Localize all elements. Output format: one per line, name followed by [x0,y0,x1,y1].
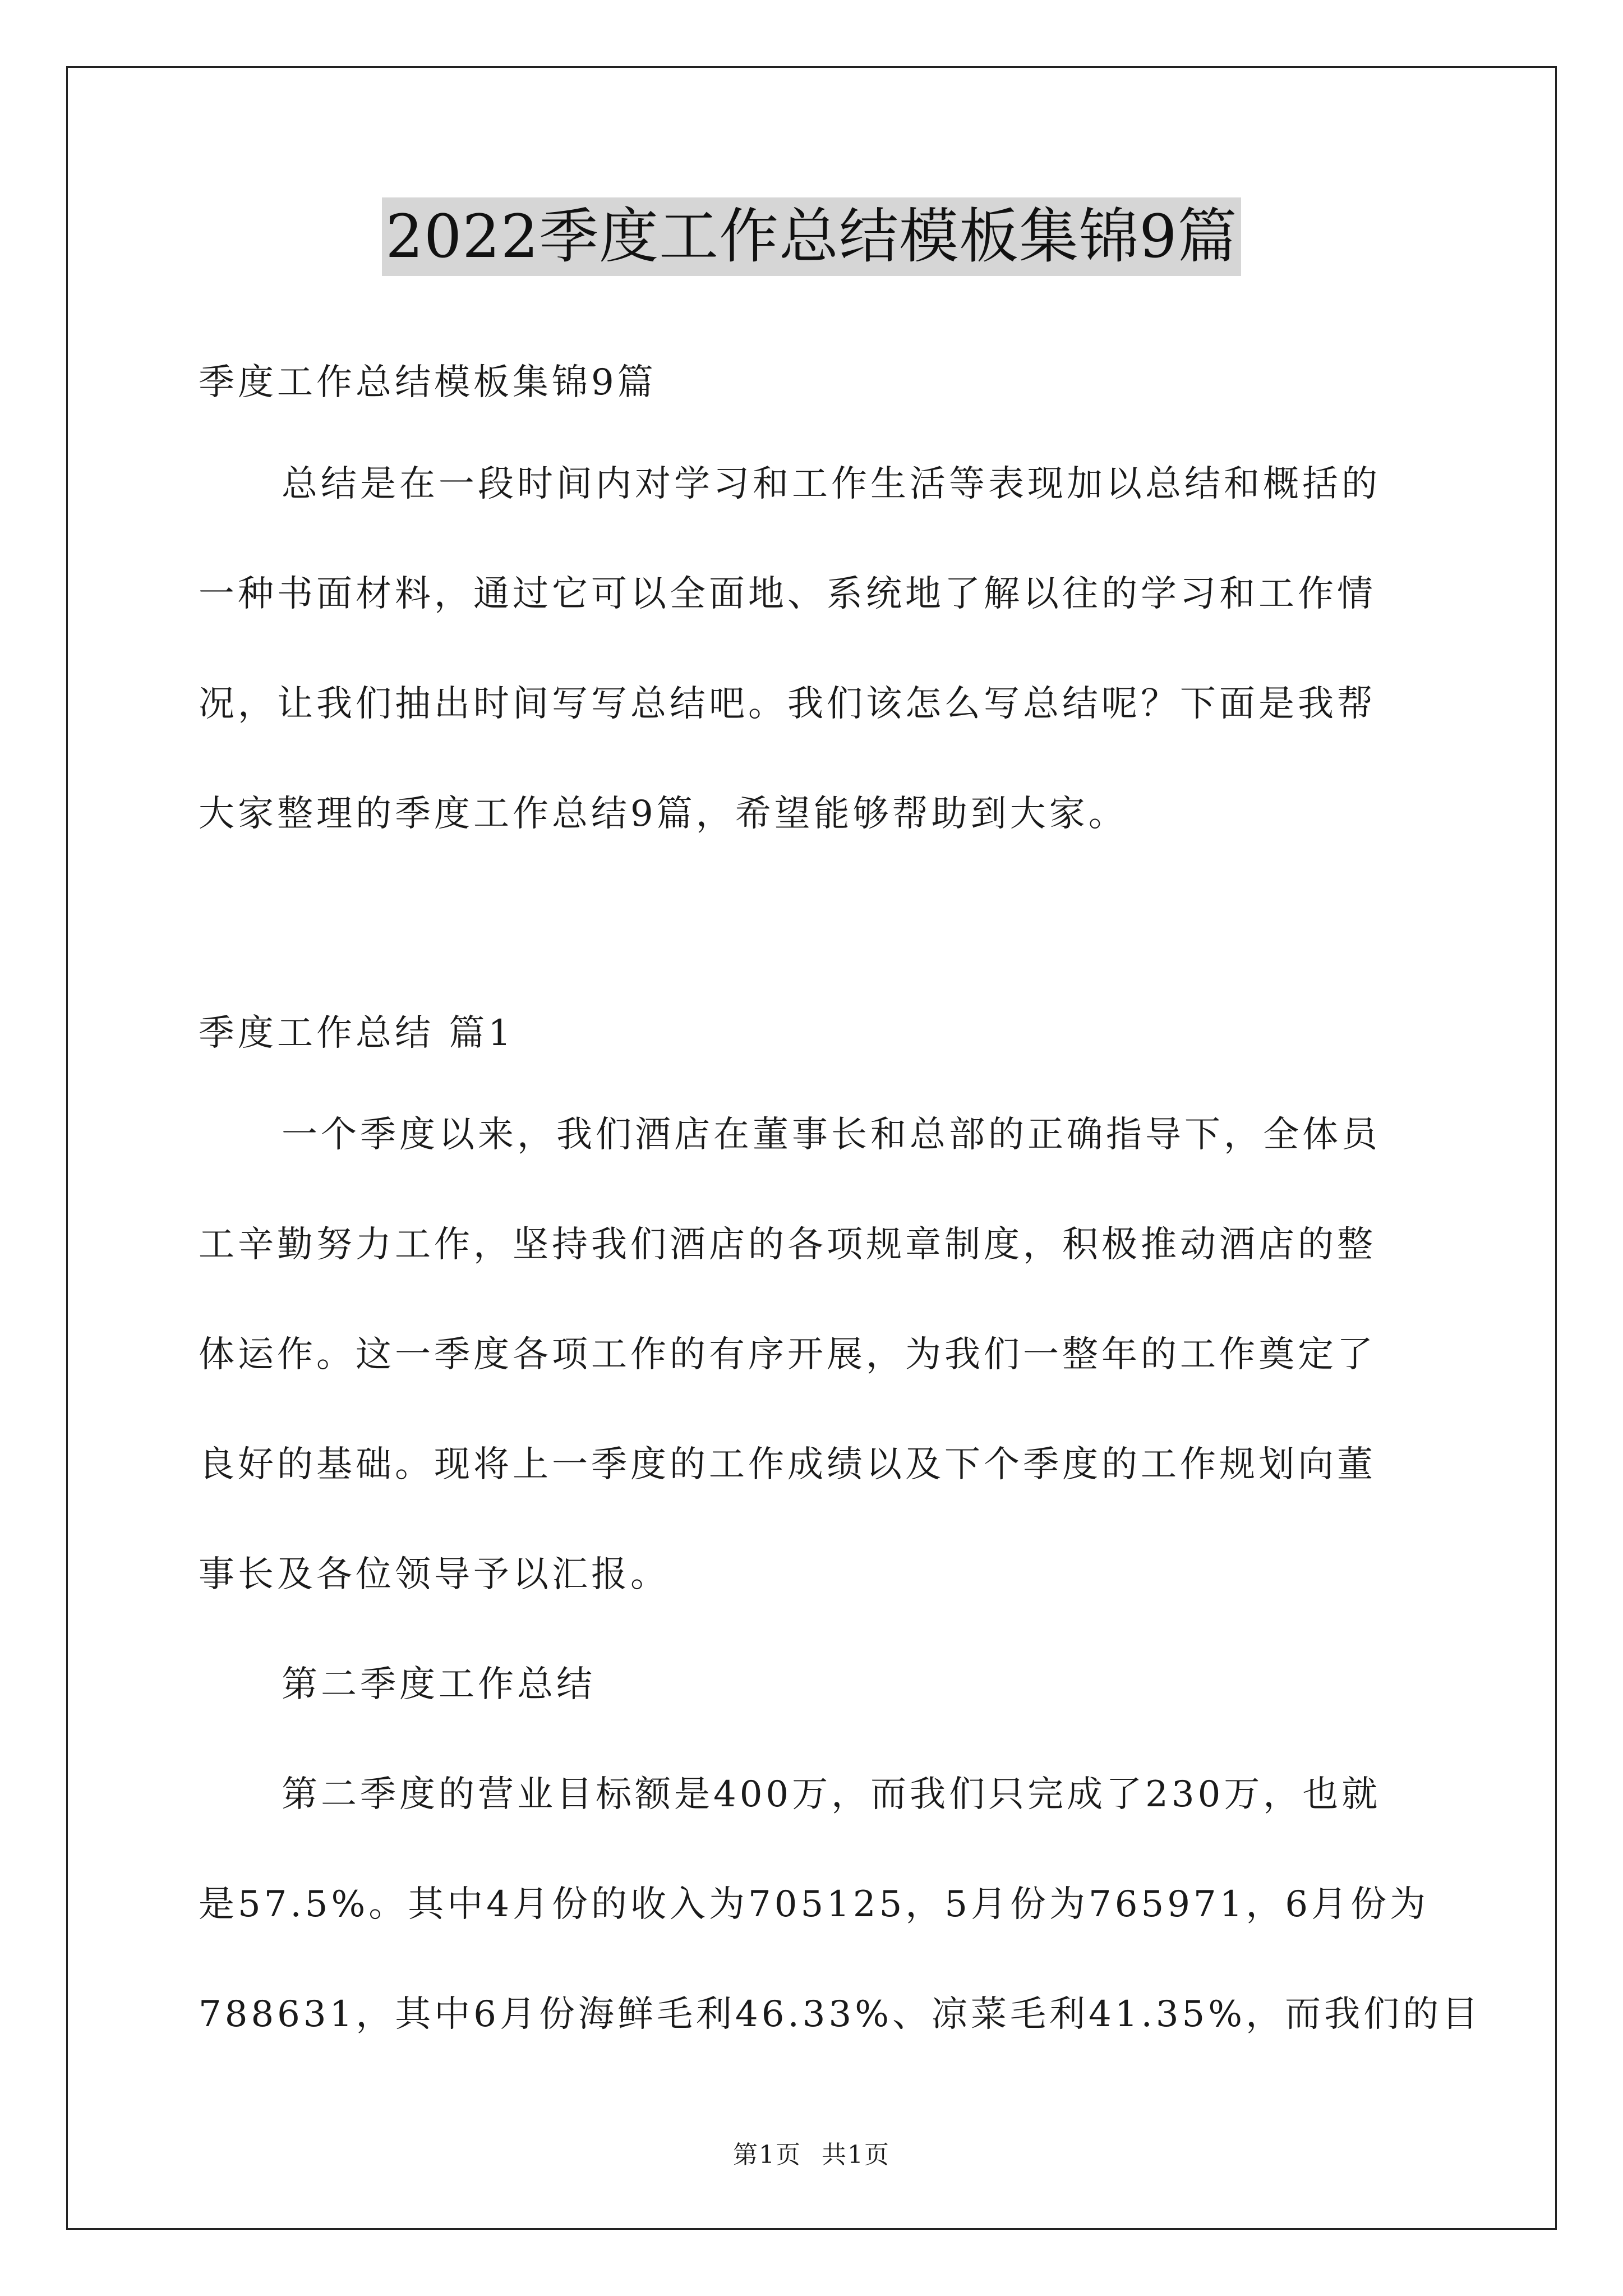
intro-line: 一种书面材料，通过它可以全面地、系统地了解以往的学习和工作情 [199,573,1376,615]
page-total: 共1页 [822,2141,890,2169]
paragraph-line: 事长及各位领导予以汇报。 [199,1554,670,1595]
section-heading: 季度工作总结 篇1 [199,1013,515,1054]
sub-heading: 第二季度工作总结 [282,1664,596,1705]
paragraph-line: 第二季度的营业目标额是400万，而我们只完成了230万，也就 [282,1774,1381,1815]
paragraph-line: 良好的基础。现将上一季度的工作成绩以及下个季度的工作规划向董 [199,1444,1376,1485]
paragraph-line: 一个季度以来，我们酒店在董事长和总部的正确指导下，全体员 [282,1114,1381,1156]
section1-paragraph [199,1080,1482,2069]
paragraph-line: 体运作。这一季度各项工作的有序开展，为我们一整年的工作奠定了 [199,1334,1376,1375]
intro-line: 大家整理的季度工作总结9篇，希望能够帮助到大家。 [199,793,1128,835]
document-title: 2022季度工作总结模板集锦9篇 [382,197,1241,276]
paragraph-line: 工辛勤努力工作，坚持我们酒店的各项规章制度，积极推动酒店的整 [199,1224,1376,1266]
paragraph-line: 788631，其中6月份海鲜毛利46.33%、凉菜毛利41.35%，而我们的目 [199,1994,1482,2035]
intro-line: 总结是在一段时间内对学习和工作生活等表现加以总结和概括的 [282,463,1381,505]
document-subtitle: 季度工作总结模板集锦9篇 [199,362,657,403]
title-container [0,197,1623,276]
intro-paragraph [199,429,1432,869]
paragraph-line: 是57.5%。其中4月份的收入为705125，5月份为765971，6月份为 [199,1884,1430,1925]
page-number: 第1页 [733,2141,801,2169]
intro-line: 况，让我们抽出时间写写总结吧。我们该怎么写总结呢？下面是我帮 [199,683,1376,725]
page-footer [0,2134,1623,2170]
